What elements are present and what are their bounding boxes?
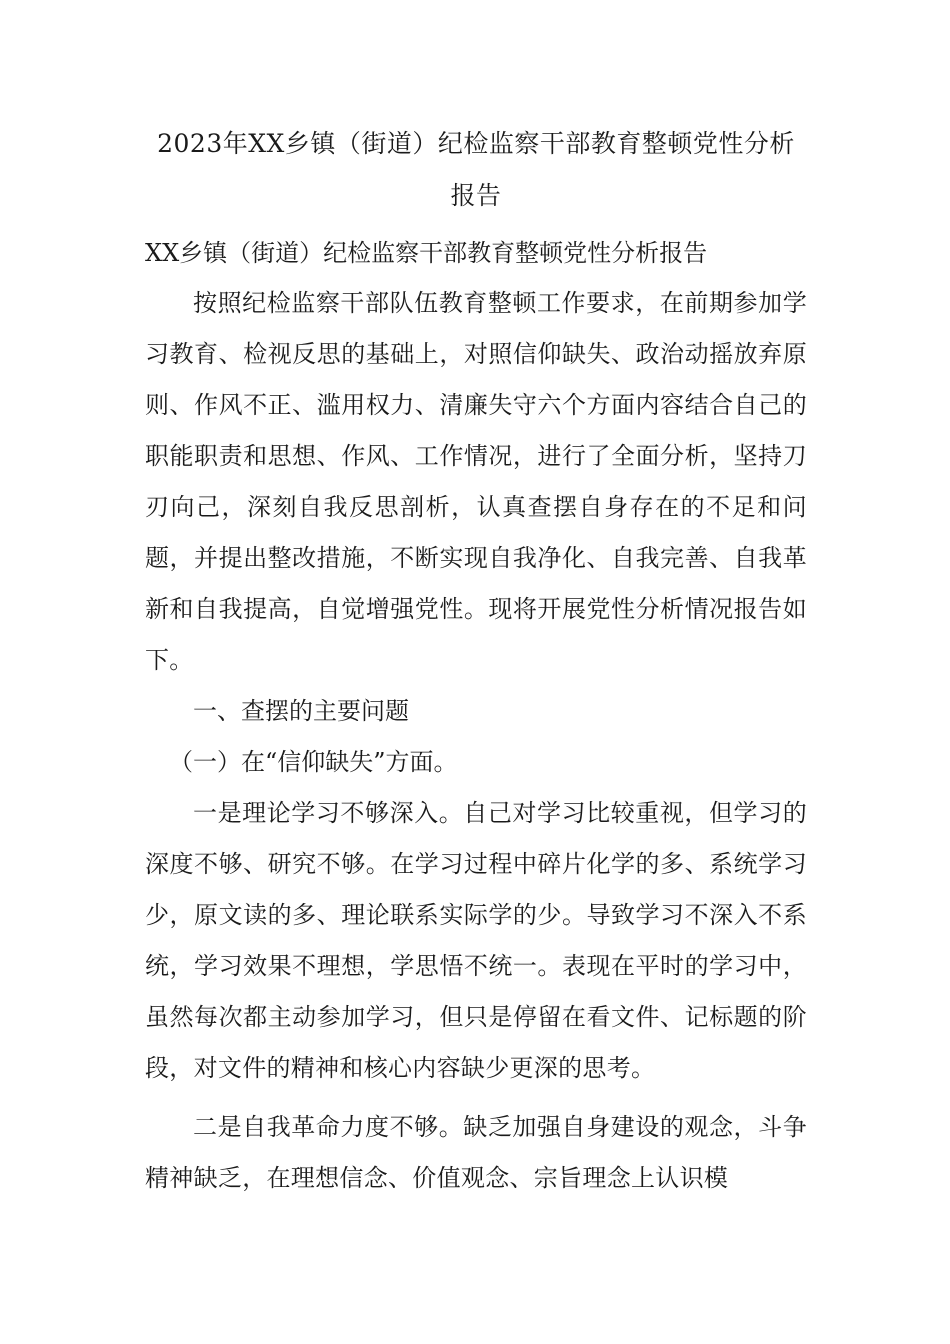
- point-paragraph-1: 一是理论学习不够深入。自己对学习比较重视，但学习的深度不够、研究不够。在学习过程中碎片化学的多、系统学习少，原文读的多、理论联系实际学的少。导致学习不深入不系统，学习效果不理想，学思悟不统一。表现在平时的学习中，虽然每次都主动参加学习，但只是停留在看文件、记标题的阶段，对文件的精神和核心内容缺少更深的思考。: [145, 799, 807, 1082]
- subsection-heading: （一）在“信仰缺失”方面。: [169, 748, 458, 776]
- point-paragraph-2: 二是自我革命力度不够。缺乏加强自身建设的观念，斗争精神缺乏，在理想信念、价值观念、宗旨理念上认识模: [145, 1113, 807, 1192]
- document-body: [145, 118, 807, 1204]
- section-heading: 一、查摆的主要问题: [193, 697, 409, 725]
- document-subtitle: XX乡镇（街道）纪检监察干部教育整顿党性分析报告: [145, 239, 708, 267]
- document-title: 2023年XX乡镇（街道）纪检监察干部教育整顿党性分析报告: [157, 129, 795, 210]
- intro-paragraph: 按照纪检监察干部队伍教育整顿工作要求，在前期参加学习教育、检视反思的基础上，对照信仰缺失、政治动摇放弃原则、作风不正、滥用权力、清廉失守六个方面内容结合自己的职能职责和思想、作风、工作情况，进行了全面分析，坚持刀刃向己，深刻自我反思剖析，认真查摆自身存在的不足和问题，并提出整改措施，不断实现自我净化、自我完善、自我革新和自我提高，自觉增强党性。现将开展党性分析情况报告如下。: [145, 289, 807, 674]
